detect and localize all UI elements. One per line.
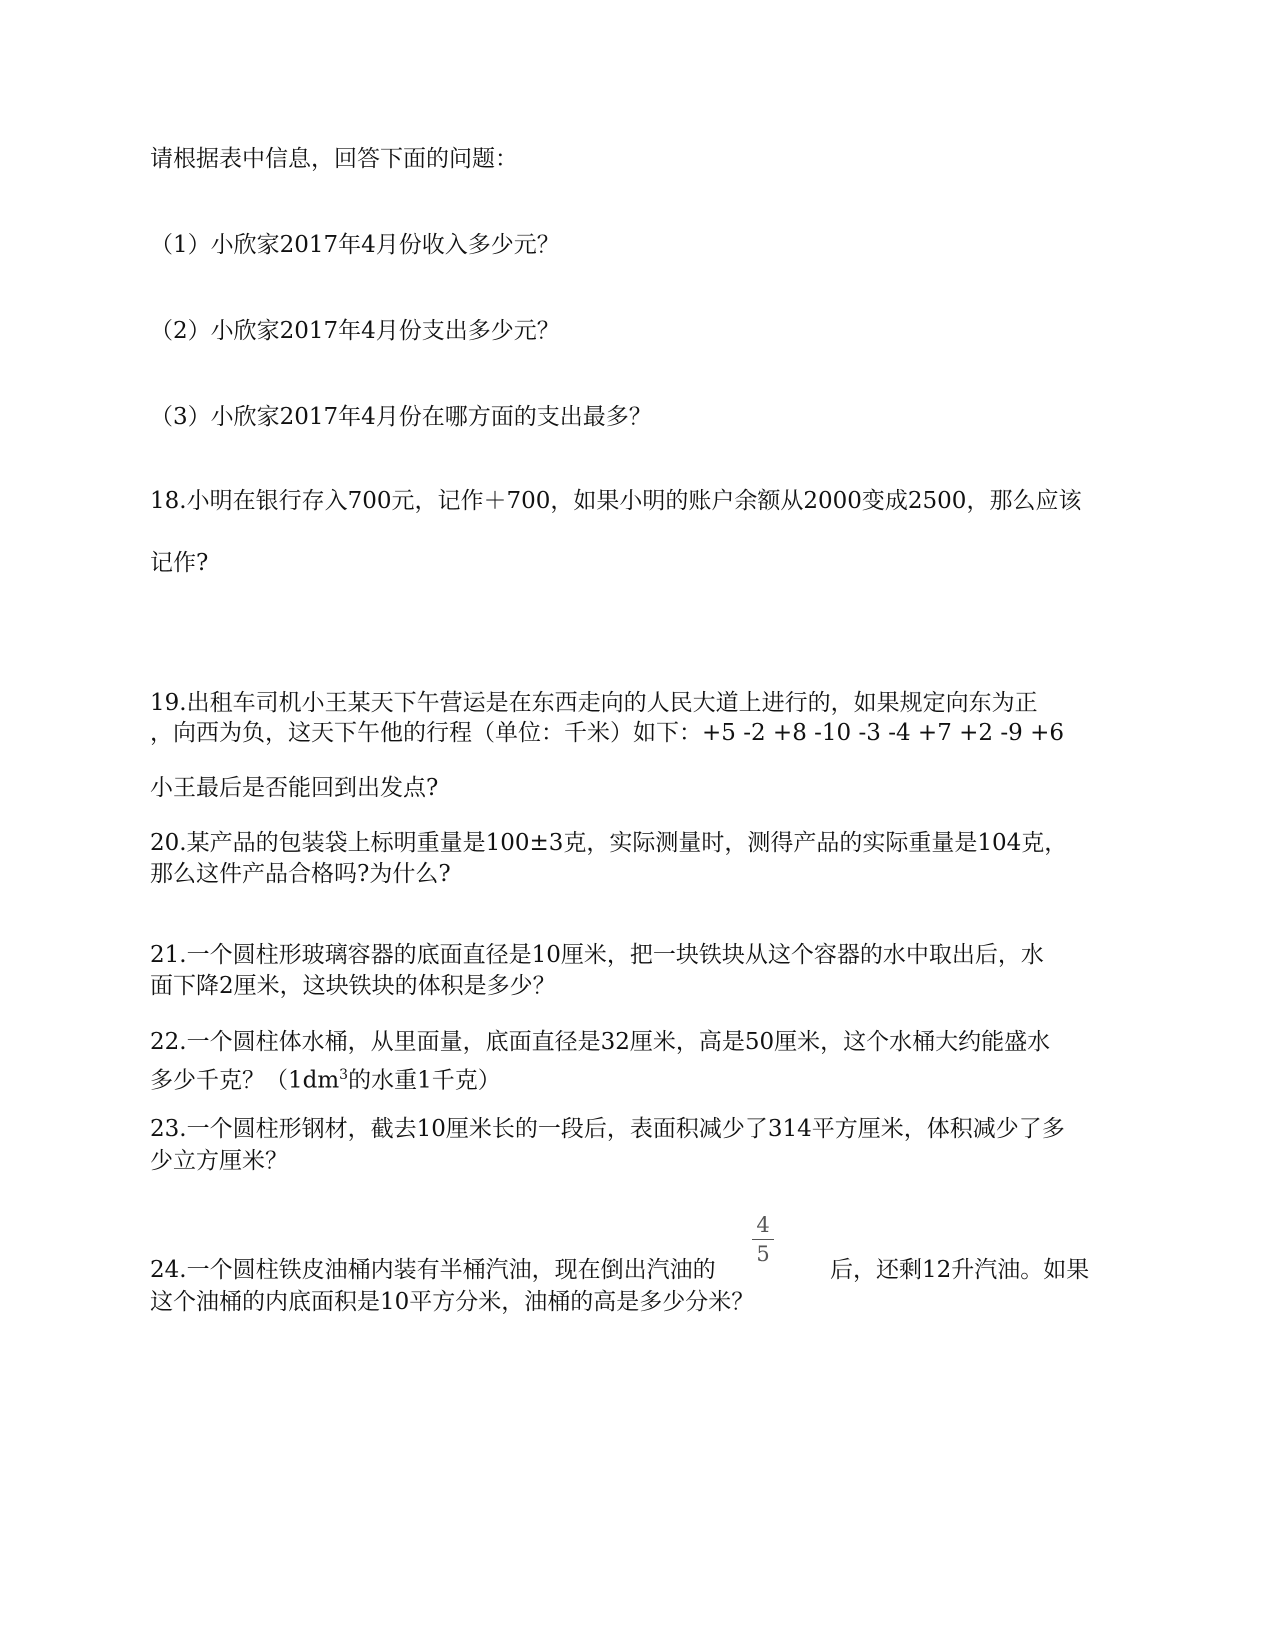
q18-line1: 18.小明在银行存入700元，记作＋700，如果小明的账户余额从2000变成2500，那么应该 (150, 488, 1082, 514)
q23-line2: 少立方厘米？ (150, 1148, 288, 1174)
fraction-bar (752, 1239, 774, 1240)
q24-fraction (752, 1212, 774, 1267)
q21-line1: 21.一个圆柱形玻璃容器的底面直径是10厘米，把一块铁块从这个容器的水中取出后，水 (150, 942, 1044, 968)
q23-line1: 23.一个圆柱形钢材，截去10厘米长的一段后，表面积减少了314平方厘米，体积减少了多 (150, 1116, 1065, 1142)
q20-line2: 那么这件产品合格吗?为什么? (150, 861, 451, 887)
fraction-denominator: 5 (756, 1242, 770, 1266)
q17-sub1: （1）小欣家2017年4月份收入多少元？ (150, 232, 560, 258)
q22-line2 (150, 1060, 501, 1096)
intro-text: 请根据表中信息，回答下面的问题： (150, 146, 518, 172)
q24-line2: 这个油桶的内底面积是10平方分米，油桶的高是多少分米？ (150, 1289, 755, 1315)
q24-line1-part-b: 后，还剩12升汽油。如果 (830, 1257, 1090, 1283)
q24-line1-part-a: 24.一个圆柱铁皮油桶内装有半桶汽油，现在倒出汽油的 (150, 1257, 716, 1283)
q22-line2-part-a: 多少千克？（1dm (150, 1067, 340, 1094)
q19-line1: 19.出租车司机小王某天下午营运是在东西走向的人民大道上进行的，如果规定向东为正 (150, 690, 1038, 716)
q21-line2: 面下降2厘米，这块铁块的体积是多少？ (150, 973, 556, 999)
q22-superscript: 3 (339, 1067, 349, 1083)
q19-line2: ，向西为负，这天下午他的行程（单位：千米）如下：+5 -2 +8 -10 -3 -4 +7 +2 -9 +6 (150, 720, 1064, 746)
q18-line2: 记作? (150, 550, 209, 576)
q20-line1: 20.某产品的包装袋上标明重量是100±3克，实际测量时，测得产品的实际重量是104克， (150, 830, 1068, 856)
q17-sub2: （2）小欣家2017年4月份支出多少元？ (150, 318, 560, 344)
q17-sub3: （3）小欣家2017年4月份在哪方面的支出最多？ (150, 404, 652, 430)
q19-line3: 小王最后是否能回到出发点? (150, 775, 439, 801)
q22-line2-part-b: 的水重1千克） (348, 1067, 501, 1094)
q22-line1: 22.一个圆柱体水桶，从里面量，底面直径是32厘米，高是50厘米，这个水桶大约能盛水 (150, 1029, 1051, 1055)
fraction-numerator: 4 (756, 1213, 770, 1237)
